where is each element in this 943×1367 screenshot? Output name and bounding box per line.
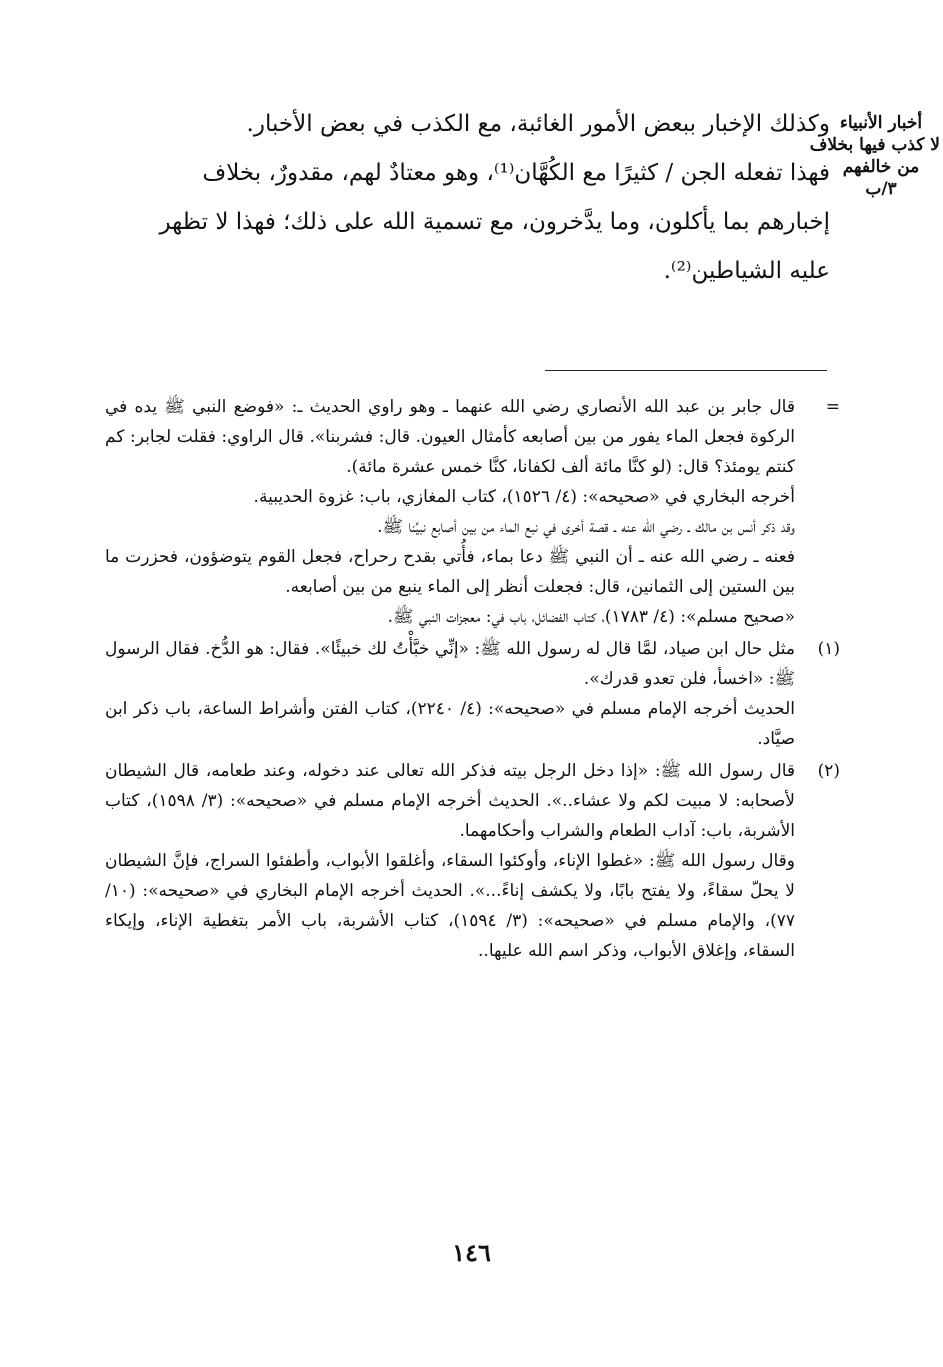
footnote-marker: (١): [817, 639, 840, 659]
margin-note: [809, 112, 940, 200]
footnote-body: [105, 634, 795, 754]
main-text-line: فهذا تفعله الجن / كثيرًا مع الكُهَّان⁽¹⁾، وهو معتادٌ لهم، مقدورٌ، بخلاف: [202, 160, 830, 186]
footnotes: [105, 392, 840, 968]
main-text: [105, 100, 830, 296]
footnote-paragraph: وقال رسول الله ﷺ: «غطوا الإناء، وأوكئوا السقاء، وأغلقوا الأبواب، وأطفئوا السراج، فإنَّ الشيطان لا يحلّ سقاءً، ولا يفتح بابًا، ولا يكشف إناءً...». الحديث أخرجه الإمام البخاري في «صحيحه»: (١٠/ ٧٧)، والإمام مسلم في «صحيحه»: (٣/ ١٥٩٤)، كتاب الأشربة، باب الأمر بتغطية الإناء، وإيكاء السقاء، وإغلاق الأبواب، وذكر اسم الله عليها..: [105, 851, 796, 961]
main-text-line: إخبارهم بما يأكلون، وما يدَّخرون، مع تسمية الله على ذلك؛ فهذا لا تظهر: [159, 209, 830, 235]
footnote-paragraph: فعنه ـ رضي الله عنه ـ أن النبي ﷺ دعا بماء، فأُتي بقدح رحراح، فجعل القوم يتوضؤون، فحزرت ما بين الستين إلى الثمانين، قال: فجعلت أنظر إلى الماء ينبع من بين أصابعه.: [105, 547, 795, 597]
footnote-paragraph: أخرجه البخاري في «صحيحه»: (٤/ ١٥٢٦)، كتاب المغازي، باب: غزوة الحديبية.: [253, 487, 795, 507]
footnote-2: [105, 756, 840, 966]
footnote-paragraph: الحديث أخرجه الإمام مسلم في «صحيحه»: (٤/ ٢٢٤٠)، كتاب الفتن وأشراط الساعة، باب ذكر ابن صيَّاد.: [105, 699, 795, 749]
margin-note-line: من خالفهم: [842, 157, 920, 177]
main-text-line: وكذلك الإخبار ببعض الأمور الغائبة، مع الكذب في بعض الأخبار.: [246, 111, 830, 137]
footnote-separator: [545, 370, 827, 371]
footnote-paragraph: «صحيح مسلم»: (٤/ ١٧٨٣)، كتاب الفضائل، باب في: معجزات النبي ﷺ.: [387, 607, 795, 627]
footnote-paragraph: قال رسول الله ﷺ: «إذا دخل الرجل بيته فذكر الله تعالى عند دخوله، وعند طعامه، قال الشيطان لأصحابه: لا مبيت لكم ولا عشاء..». الحديث أخرجه الإمام مسلم في «صحيحه»: (٣/ ١٥٩٨)، كتاب الأشربة، باب: آداب الطعام والشراب وأحكامهما.: [105, 761, 795, 841]
footnote-paragraph: قال جابر بن عبد الله الأنصاري رضي الله عنهما ـ وهو راوي الحديث ـ: «فوضع النبي ﷺ يده في الركوة فجعل الماء يفور من بين أصابعه كأمثال العيون. قال: فشربنا». قال الراوي: فقلت لجابر: كم كنتم يومئذ؟ قال: (لو كنَّا مائة ألف لكفانا، كنَّا خمس عشرة مائة).: [105, 397, 795, 477]
footnote-marker: (٢): [817, 761, 840, 781]
page-number: ١٤٦: [452, 1238, 491, 1267]
footnote-body: [105, 756, 795, 966]
footnote-paragraph: وقد ذكر أنس بن مالك ـ رضي الله عنه ـ قصة أخرى في نبع الماء من بين أصابع نبيِّنا ﷺ.: [377, 517, 795, 537]
footnote-continued: [105, 392, 840, 632]
margin-note-line: لا كذب فيها بخلاف: [809, 135, 940, 155]
footnote-1: [105, 634, 840, 754]
margin-note-line: أخبار الأنبياء: [839, 113, 923, 133]
footnote-paragraph: مثل حال ابن صياد، لمَّا قال له رسول الله ﷺ: «إنِّي خبَّأْتُ لك خبيئًا». فقال: هو الدُّخ. فقال الرسول ﷺ: «اخسأ، فلن تعدو قدرك».: [105, 639, 795, 689]
footnote-marker: =: [825, 397, 840, 417]
margin-note-line: ٣/ب: [865, 179, 897, 199]
footnote-body: [105, 392, 795, 632]
main-text-line: عليه الشياطين⁽²⁾.: [663, 258, 830, 284]
